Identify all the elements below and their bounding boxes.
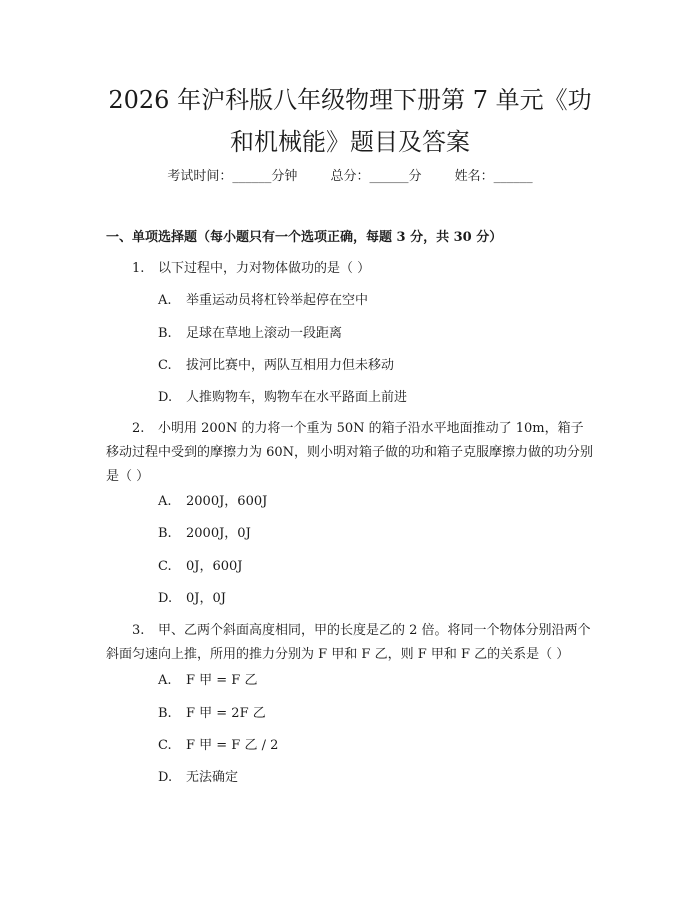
question-text: 以下过程中，力对物体做功的是（ ） [158, 261, 371, 276]
page-title-line-1: 2026 年沪科版八年级物理下册第 7 单元《功 [108, 86, 592, 114]
option-letter: C. [158, 738, 172, 753]
option-1c [158, 356, 394, 376]
option-text: F 甲 = 2F 乙 [186, 706, 266, 721]
option-2a [158, 492, 267, 512]
option-text: 0J，600J [186, 559, 243, 574]
section-heading-single-choice: 一、单项选择题（每小题只有一个选项正确，每题 3 分，共 30 分） [106, 230, 503, 245]
option-letter: C. [158, 559, 172, 574]
option-text: 0J，0J [186, 591, 226, 606]
option-3b [158, 704, 266, 724]
option-letter: A. [158, 293, 172, 308]
option-letter: D. [158, 591, 173, 606]
option-3c [158, 736, 278, 756]
question-3 [106, 619, 594, 667]
option-text: 举重运动员将杠铃举起停在空中 [186, 293, 369, 308]
option-3d [158, 768, 238, 788]
option-letter: B. [158, 326, 172, 341]
option-3a [158, 671, 257, 691]
option-2b [158, 524, 251, 544]
option-text: F 甲 = F 乙 [186, 673, 258, 688]
exam-info-bar [0, 167, 700, 187]
question-text: 小明用 200N 的力将一个重为 50N 的箱子沿水平地面推动了 10m，箱子移动过程中受到的摩擦力为 60N，则小明对箱子做的功和箱子克服摩擦力做的功分别是（ ） [106, 421, 594, 484]
question-2 [106, 417, 594, 489]
question-number: 3. [132, 623, 145, 638]
page-title-line-2: 和机械能》题目及答案 [230, 128, 470, 156]
question-number: 1. [132, 261, 145, 276]
question-1 [106, 257, 594, 281]
option-text: 无法确定 [186, 770, 239, 785]
option-text: 2000J，0J [186, 526, 251, 541]
option-text: 人推购物车，购物车在水平路面上前进 [186, 390, 408, 405]
option-text: 2000J，600J [186, 494, 268, 509]
option-1d [158, 388, 407, 408]
option-1a [158, 291, 368, 311]
question-number: 2. [132, 421, 145, 436]
option-letter: C. [158, 358, 172, 373]
student-name-field: 姓名：______ [454, 169, 533, 184]
option-text: 拔河比赛中，两队互相用力但未移动 [186, 358, 395, 373]
option-letter: B. [158, 706, 172, 721]
exam-time-field: 考试时间：______分钟 [167, 169, 298, 184]
question-text: 甲、乙两个斜面高度相同，甲的长度是乙的 2 倍。将同一个物体分别沿两个斜面匀速向上推，所用的推力分别为 F 甲和 F 乙，则 F 甲和 F 乙的关系是（ ） [106, 623, 591, 662]
option-1b [158, 324, 342, 344]
option-text: 足球在草地上滚动一段距离 [186, 326, 343, 341]
total-score-field: 总分：______分 [330, 169, 422, 184]
option-letter: A. [158, 494, 172, 509]
option-letter: B. [158, 526, 172, 541]
option-2c [158, 557, 243, 577]
option-letter: A. [158, 673, 172, 688]
option-letter: D. [158, 770, 173, 785]
option-2d [158, 589, 226, 609]
option-text: F 甲 = F 乙 / 2 [186, 738, 279, 753]
option-letter: D. [158, 390, 173, 405]
